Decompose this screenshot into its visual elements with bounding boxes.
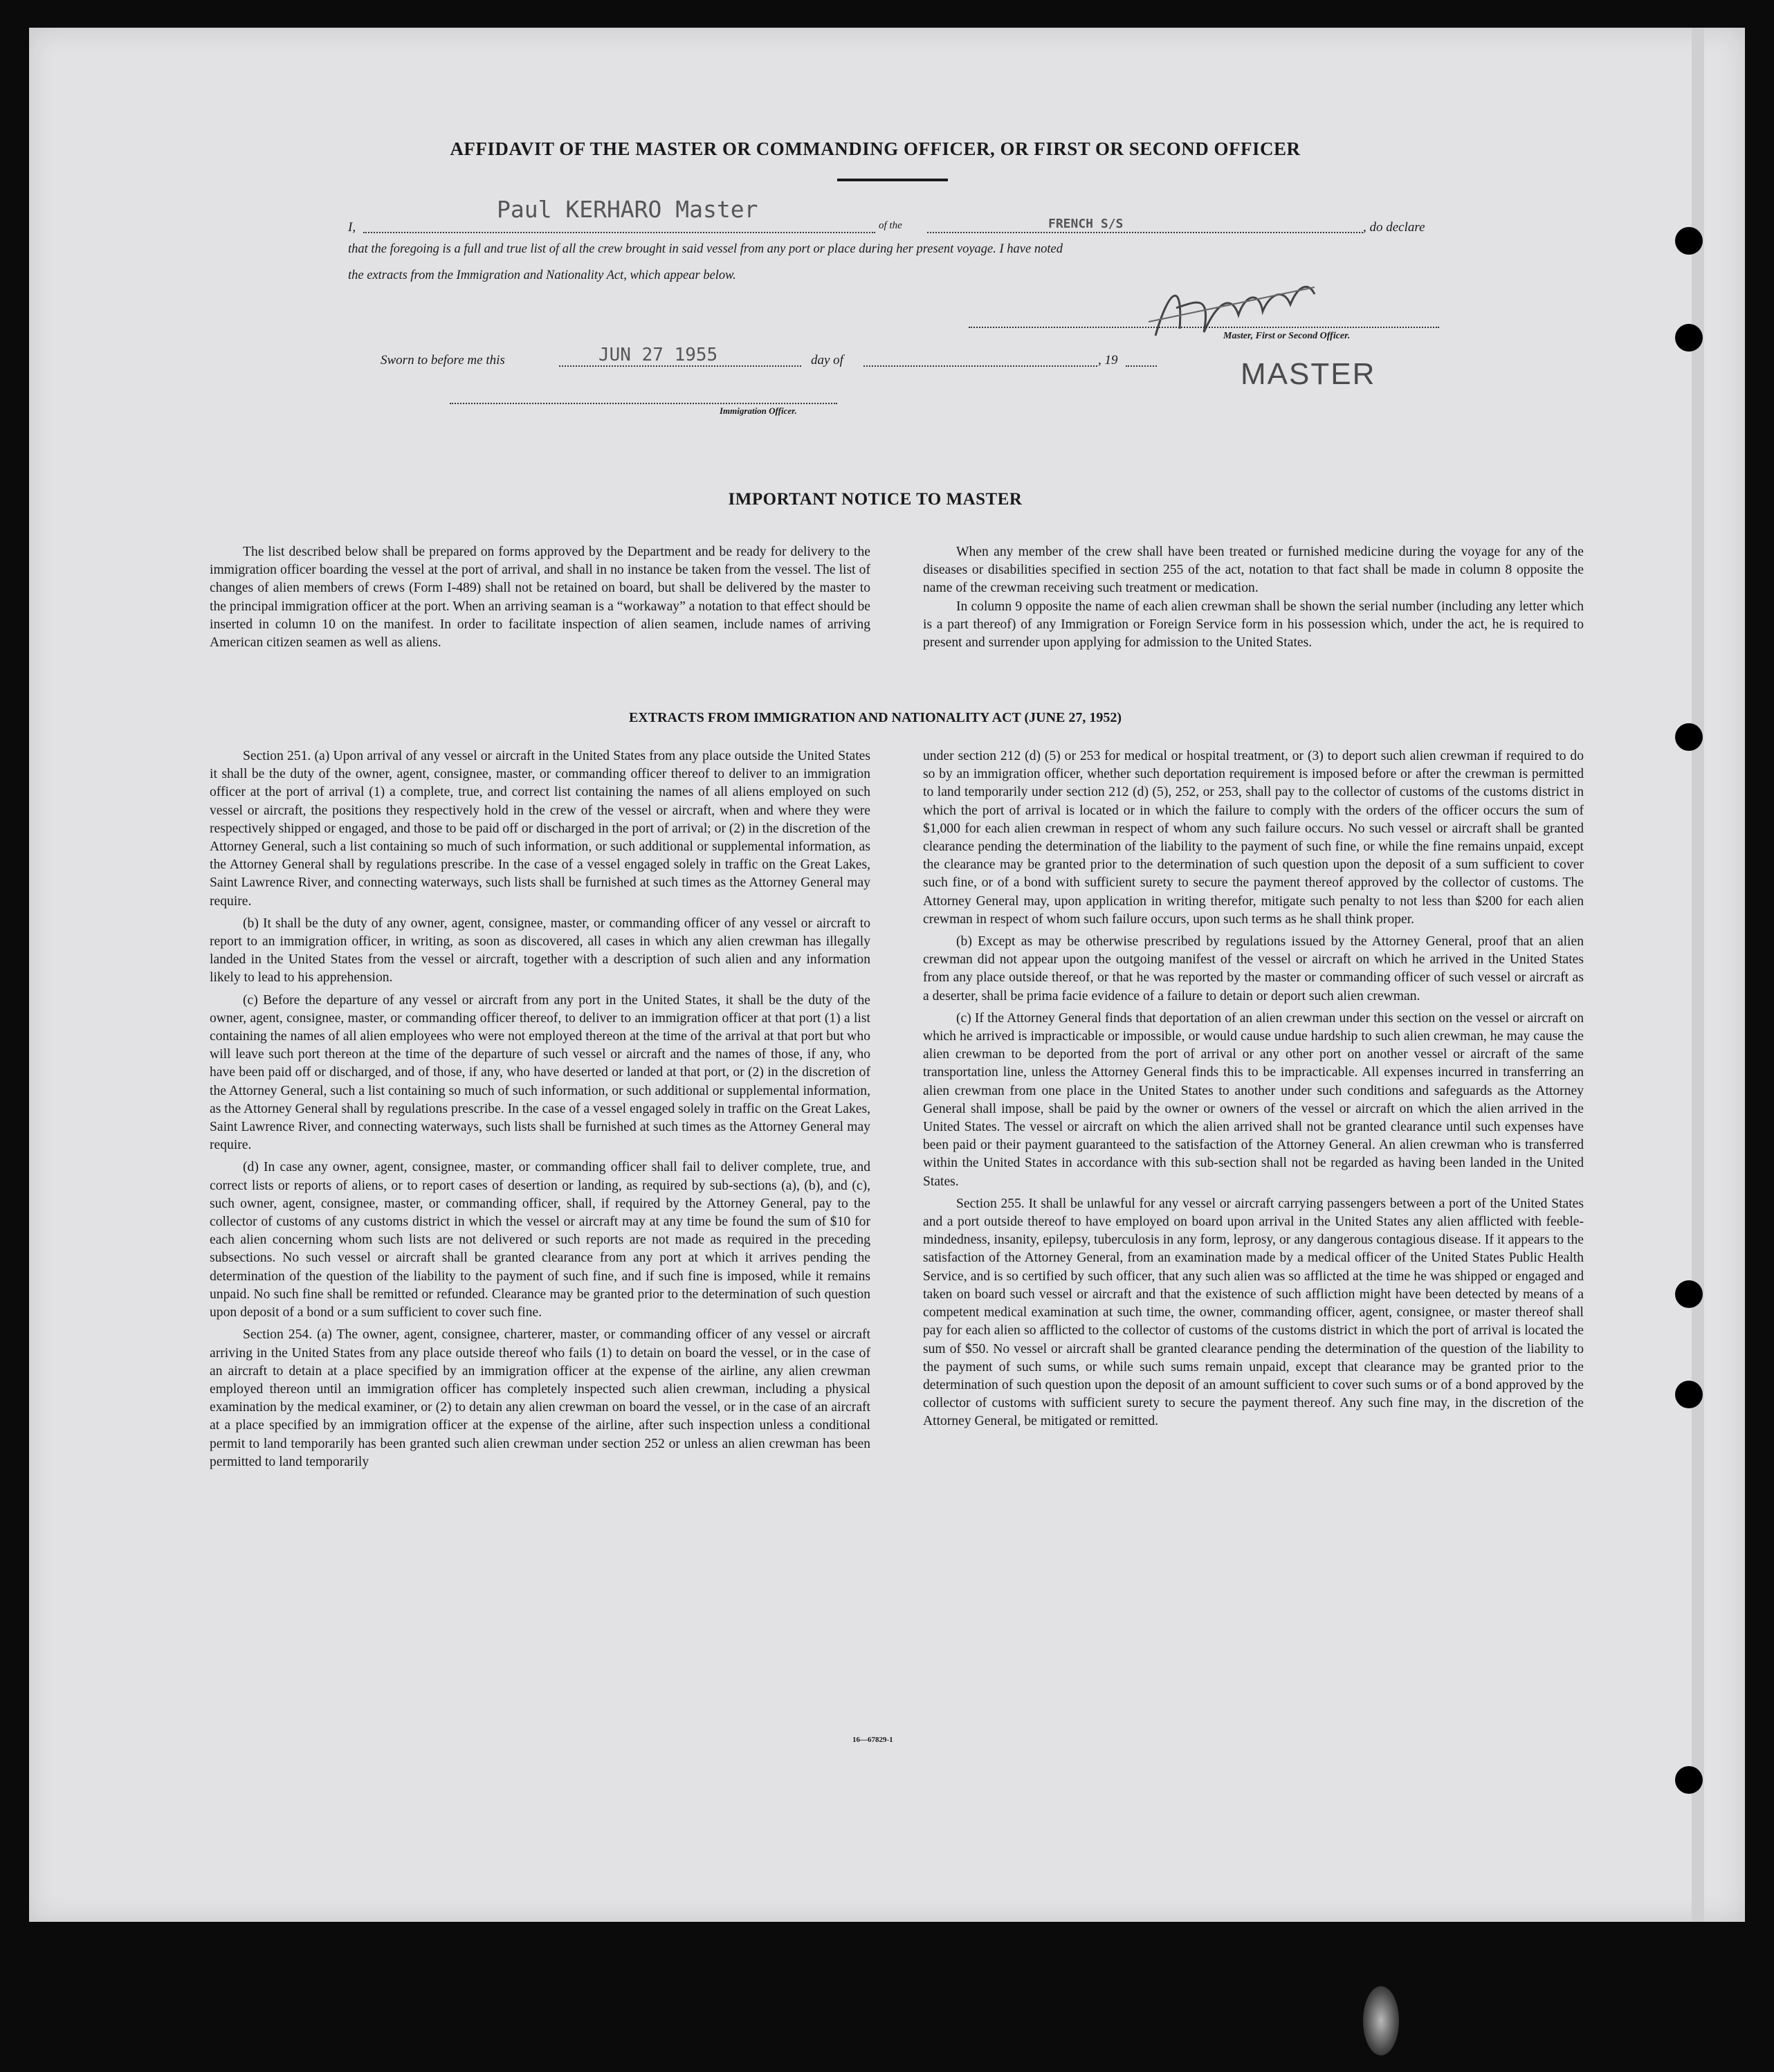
notice-right-paragraph-2: In column 9 opposite the name of each alien crewman shall be shown the serial number (including any letter which is a part thereof) of any Immigration or Foreign Service form in his possession which, under the act, he is required to present and surrender upon applying for admission to the United States. xyxy=(923,599,1584,651)
sworn-date-line xyxy=(559,365,801,367)
affidavit-title: AFFIDAVIT OF THE MASTER OR COMMANDING OFFICER, OR FIRST OR SECOND OFFICER xyxy=(450,138,1301,159)
do-declare-label: , do declare xyxy=(1363,220,1425,235)
punch-hole xyxy=(1675,1766,1703,1794)
vessel-name: FRENCH S/S xyxy=(1048,217,1124,231)
declaration-line: that the foregoing is a full and true list of all the crew brought in said vessel from any port or place during her present voyage. I have noted xyxy=(348,242,1063,256)
punch-hole xyxy=(1675,227,1703,255)
section-255: Section 255. It shall be unlawful for any vessel or aircraft carrying passengers between a port of the United States and a port outside thereof to have employed on board upon arrival in the United States any alien afflicted with feeble-mindedness, insanity, epilepsy, tuberculosis in any form, leprosy, or any dangerous contagious disease. If it appears to the satisfaction of the Attorney General, from an examination made by a medical officer of the United States Public Health Service, and is so certified by such officer, that any such alien was so afflicted at the time he was shipped or engaged and taken on board such vessel or aircraft and that the existence of such affliction might have been detected by means of a competent medical examination at such time, the owner, commanding officer, agent, consignee, or master thereof shall pay for each alien so afflicted to the collector of customs of the customs district in which the port of arrival is located the sum of $50. No vessel or aircraft shall be granted clearance pending the determination of the question of the liability to the payment of such sums, or while such sums remain unpaid, except that clearance may be granted prior to the determination of such question upon the deposit of an amount sufficient to cover such sums or of a bond approved by the collector of customs with sufficient surety to secure the payment thereof. Any such fine may, in the discretion of the Attorney General, be mitigated or remitted. xyxy=(923,1196,1584,1429)
master-name-line xyxy=(363,232,875,233)
extracts-left-column xyxy=(210,747,870,1471)
year-label: , 19 xyxy=(1098,353,1118,367)
extracts-right-column xyxy=(923,747,1584,1431)
punch-hole xyxy=(1675,324,1703,352)
extracts-title: EXTRACTS FROM IMMIGRATION AND NATIONALITY ACT (JUNE 27, 1952) xyxy=(628,710,1122,725)
sworn-label: Sworn to before me this xyxy=(381,353,505,367)
section-254a: Section 254. (a) The owner, agent, consignee, charterer, master, or commanding officer of any vessel or aircraft arriving in the United States from any place outside thereof who fails (1) to detain on board the vessel, or in the case of an aircraft to detain at a place specified by an immigration officer at the expense of the airline, any alien crewman employed thereon until an immigration officer has completely inspected such alien crewman, including a physical examination by the medical examiner, or (2) to detain any alien crewman on board the vessel, or in the case of an aircraft at a place specified by an immigration officer at the expense of the airline, after such inspection unless a conditional permit to land temporarily has been granted such alien crewman under section 252 or unless an alien crewman has been permitted to land temporarily xyxy=(210,1327,870,1469)
section-251a: Section 251. (a) Upon arrival of any vessel or aircraft in the United States from any place outside the United States it shall be the duty of the owner, agent, consignee, master, or commanding officer thereof to deliver to an immigration officer at the port of arrival (1) a complete, true, and correct list containing the names of all aliens employed on such vessel or aircraft, the positions they respectively hold in the crew of the vessel or aircraft, when and where they were respectively shipped or engaged, and those to be paid off or discharged in the port of arrival; or (2) in the discretion of the Attorney General, such a list containing so much of such information, or such additional or supplemental information, as the Attorney General shall by regulations prescribe. In the case of a vessel engaged solely in traffic on the Great Lakes, Saint Lawrence River, and connecting waterways, such lists shall be furnished at such times as the Attorney General may require. xyxy=(210,749,870,909)
title-rule xyxy=(837,179,948,181)
notice-left-column xyxy=(210,543,870,652)
form-number: 16—67829-1 xyxy=(852,1736,893,1744)
master-stamp: MASTER xyxy=(1241,357,1376,391)
day-of-label: day of xyxy=(811,353,843,367)
year-line xyxy=(1126,365,1157,367)
notice-title: IMPORTANT NOTICE TO MASTER xyxy=(728,490,1023,509)
notice-left-paragraph: The list described below shall be prepared on forms approved by the Department and be ready for delivery to the immigration officer boarding the vessel at the port of arrival, and shall in no instance be taken from the vessel. The list of changes of alien members of crews (Form I-489) shall not be retained on board, but shall be delivered by the master to the principal immigration officer at the port. When an arriving seaman is a “workaway” a notation to that effect should be inserted in column 10 on the manifest. In order to facilitate inspection of alien seamen, include names of arriving American citizen seamen as well as aliens. xyxy=(210,545,870,651)
month-line xyxy=(863,365,1097,367)
punch-hole xyxy=(1675,723,1703,751)
declaration-line-2: the extracts from the Immigration and Nationality Act, which appear below. xyxy=(348,269,736,282)
sworn-date: JUN 27 1955 xyxy=(598,345,718,365)
immigration-officer-label: Immigration Officer. xyxy=(720,406,797,416)
light-flare xyxy=(1363,1986,1399,2055)
notice-right-paragraph-1: When any member of the crew shall have been treated or furnished medicine during the voyage for any of the diseases or disabilities specified in section 255 of the act, notation to that fact shall be made in column 8 opposite the name of the crewman receiving such treatment or medication. xyxy=(923,545,1584,596)
section-254b: (b) Except as may be otherwise prescribed by regulations issued by the Attorney General, proof that an alien crewman did not appear upon the outgoing manifest of the vessel or aircraft on which he arrived in the United States from any place outside thereof, or that he was reported by the master or commanding officer of such vessel or aircraft as a deserter, shall be prima facie evidence of a failure to detain or deport such alien crewman. xyxy=(923,934,1584,1003)
affidavit-i: I, xyxy=(348,220,356,235)
immigration-officer-line xyxy=(450,403,837,404)
section-254a-continued: under section 212 (d) (5) or 253 for medical or hospital treatment, or (3) to deport such alien crewman if required to do so by an immigration officer, whether such deportation requirement is imposed before or after the crewman is permitted to land temporarily under section 212 (d) (5), 252, or 253, shall pay to the collector of customs of the customs district in which the port of arrival is located or in which the failure to comply with the orders of the officer occurs the sum of $1,000 for each alien crewman in respect of whom any such failure occurs. No such vessel or aircraft shall be granted clearance pending the determination of the liability to the payment of such fine, or while the fine remains unpaid, except the clearance may be granted prior to the determination of such question upon the deposit of a sum sufficient to cover such fine, or of a bond with sufficient surety to secure the payment thereof approved by the collector of customs. The Attorney General may, upon application in writing therefor, mitigate such penalty to not less than $200 for each alien crewman in respect of whom such failure occurs, upon such terms as he shall think proper. xyxy=(923,749,1584,927)
punch-hole xyxy=(1675,1381,1703,1408)
master-signature-line xyxy=(969,327,1439,328)
vessel-line xyxy=(927,232,1363,233)
section-251c: (c) Before the departure of any vessel or aircraft from any port in the United States, it shall be the duty of the owner, agent, consignee, master, or commanding officer thereof, to deliver to an immigration officer at that port (1) a list containing the names of all alien employees who were not employed thereon at the time of the arrival at that port but who will leave such port thereon at the time of the departure of such vessel or aircraft and the names of those, if any, who have been paid off or discharged, and of those, if any, who have deserted or landed at that port, or (2) in the discretion of the Attorney General, such a list containing so much of such information, or such additional or supplemental information, as the Attorney General shall by regulations prescribe. In the case of a vessel engaged solely in traffic on the Great Lakes, Saint Lawrence River, and connecting waterways, such lists shall be furnished at such times as the Attorney General may require. xyxy=(210,992,870,1153)
section-251d: (d) In case any owner, agent, consignee, master, or commanding officer shall fail to deliver complete, true, and correct lists or reports of aliens, or to report cases of desertion or landing, as required by sub-sections (a), (b), and (c), such owner, agent, consignee, master, or commanding officer, shall, if required by the Attorney General, pay to the collector of customs of any customs district in which the vessel or aircraft may at any time be found the sum of $10 for each alien concerning whom such lists are not delivered or such reports are not made as required in the preceding subsections. No such vessel or aircraft shall be granted clearance from any port at which it arrives pending the determination of the question of the liability to the payment of such fine, and if such fine is imposed, while it remains unpaid. No such fine shall be remitted or refunded. Clearance may be granted prior to the determination of such question upon deposit of a bond or a sum sufficient to cover such fine. xyxy=(210,1160,870,1320)
section-254c: (c) If the Attorney General finds that deportation of an alien crewman under this section on the vessel or aircraft on which he arrived is impracticable or impossible, or would cause undue hardship to such alien crewman, he may cause the alien crewman to be deported from the port of arrival or any other port on another vessel or aircraft of the same transportation line, unless the Attorney General finds this to be impracticable. All expenses incurred in transferring an alien crewman from one place in the United States to another under such conditions and safeguards as the Attorney General shall impose, shall be paid by the owner or owners of the vessel or aircraft on which the alien arrived in the United States. The vessel or aircraft on which the alien arrived shall not be granted clearance until such expenses have been paid or their payment guaranteed to the satisfaction of the Attorney General. An alien crewman who is transferred within the United States in accordance with this sub-section shall not be regarded as having been landed in the United States. xyxy=(923,1010,1584,1189)
of-the-label: of the xyxy=(879,220,902,231)
master-title: Master, First or Second Officer. xyxy=(1223,331,1351,341)
section-251b: (b) It shall be the duty of any owner, agent, consignee, master, or commanding officer of any vessel or aircraft to report to an immigration officer, in writing, as soon as discovered, all cases in which any alien crewman has illegally landed in the United States from the vessel or aircraft, together with a description of such alien and any information likely to lead to his apprehension. xyxy=(210,916,870,985)
master-name: Paul KERHARO Master xyxy=(497,196,758,223)
punch-hole xyxy=(1675,1280,1703,1308)
notice-right-column xyxy=(923,543,1584,652)
page-edge xyxy=(1692,28,1704,1922)
